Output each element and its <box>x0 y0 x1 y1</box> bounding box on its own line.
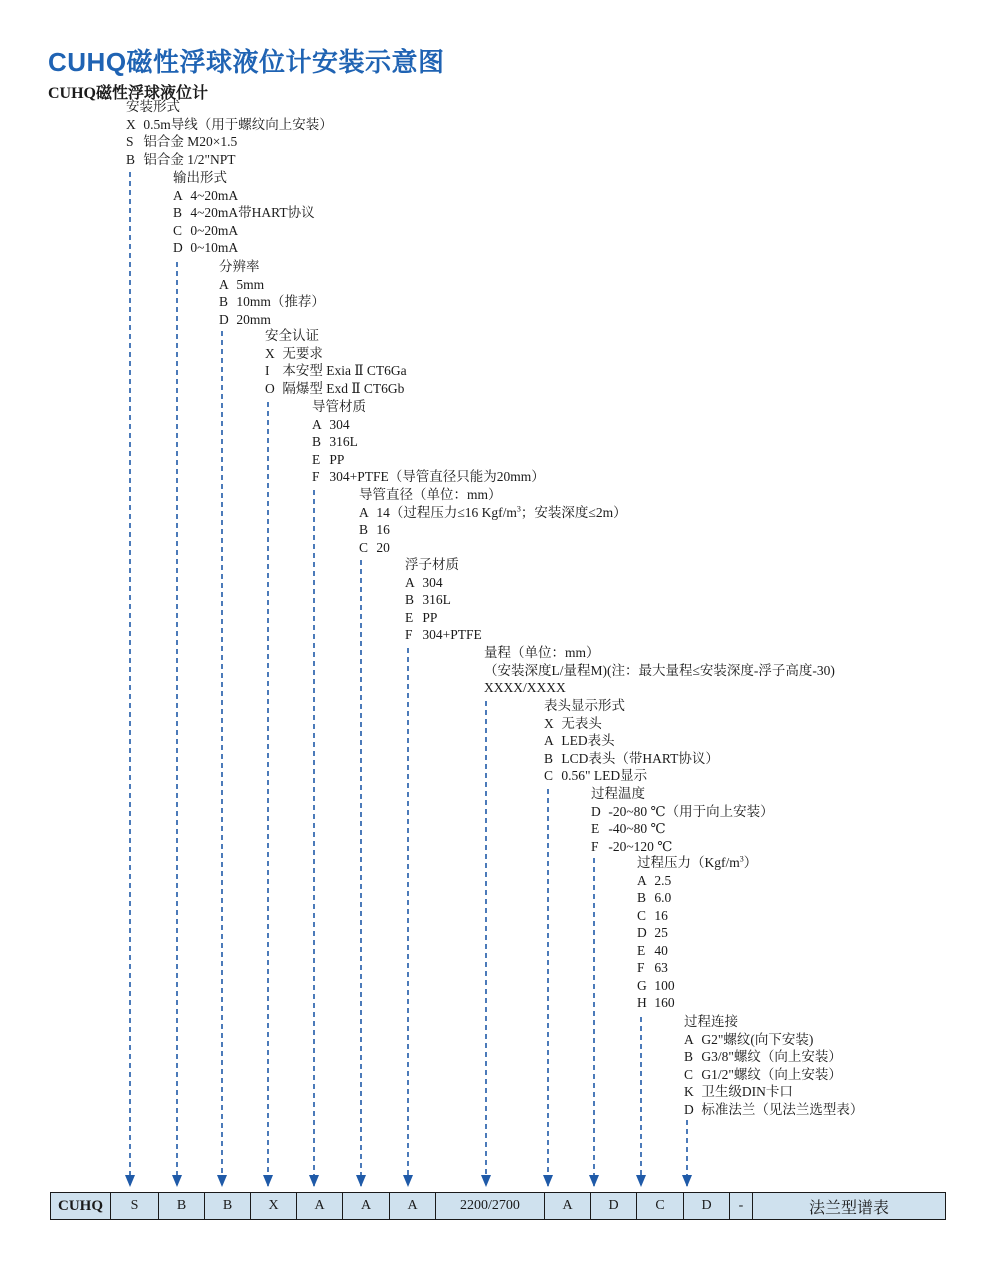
group-header: 过程连接 <box>684 1014 738 1029</box>
list-item: K 卫生级DIN卡口 <box>684 1084 793 1099</box>
list-item: A 304 <box>405 574 443 590</box>
code-cell-range: 2200/2700 <box>436 1193 545 1219</box>
code-cell-output-form: B <box>159 1193 205 1219</box>
list-item: C 0~20mA <box>173 222 239 238</box>
list-item: XXXX/XXXX <box>484 680 566 695</box>
code-cell-float-material: A <box>390 1193 436 1219</box>
list-item: A G2"螺纹(向下安装) <box>684 1031 814 1047</box>
list-item: B 6.0 <box>637 890 672 905</box>
code-cell-tube-diameter: A <box>343 1193 390 1219</box>
code-cell-process-pressure: C <box>637 1193 684 1219</box>
list-item: B 铝合金 1/2"NPT <box>126 151 236 167</box>
list-item: C 16 <box>637 907 668 923</box>
list-item: D 20mm <box>219 311 271 327</box>
list-item: G 100 <box>637 977 675 993</box>
list-item: （安装深度L/量程M)(注：最大量程≤安装深度-浮子高度-30) <box>484 662 835 678</box>
list-item: B 16 <box>359 522 390 537</box>
list-item: C 0.56" LED显示 <box>544 768 648 783</box>
list-item: C G1/2"螺纹（向上安装） <box>684 1066 842 1082</box>
group-header: 输出形式 <box>173 170 227 185</box>
group-header: 安全认证 <box>265 328 319 343</box>
list-item: D 0~10mA <box>173 240 239 255</box>
group-header: 表头显示形式 <box>544 698 625 713</box>
list-item: B G3/8"螺纹（向上安装） <box>684 1049 842 1064</box>
list-item: H 160 <box>637 995 675 1010</box>
code-cell-process-temperature: D <box>591 1193 637 1219</box>
list-item: I 本安型 Exia Ⅱ CT6Ga <box>265 363 407 378</box>
list-item: D 标准法兰（见法兰选型表） <box>684 1101 864 1117</box>
code-cell-separator: - <box>730 1193 753 1219</box>
list-item: E 40 <box>637 942 668 958</box>
list-item: A 14（过程压力≤16 Kgf/$m^3$；安装深度≤2m） <box>359 504 627 520</box>
group-header: 导管直径（单位：mm） <box>359 487 502 502</box>
model-code-bar <box>50 1192 946 1220</box>
list-item: E PP <box>312 451 345 467</box>
list-item: A 2.5 <box>637 872 672 888</box>
list-item: X 无表头 <box>544 715 602 731</box>
list-item: F -20~120 ℃ <box>591 838 673 854</box>
list-item: A 304 <box>312 416 350 432</box>
list-item: A 5mm <box>219 276 265 292</box>
list-item: D 25 <box>637 925 668 940</box>
list-item: X 0.5m导线（用于螺纹向上安装） <box>126 116 333 132</box>
code-cell-resolution: B <box>205 1193 251 1219</box>
code-cell-display-form: A <box>545 1193 591 1219</box>
list-item: D -20~80 ℃（用于向上安装） <box>591 803 774 819</box>
group-header: 安装形式 <box>126 99 180 114</box>
page-title: CUHQ磁性浮球液位计安装示意图 <box>48 47 445 77</box>
list-item: S 铝合金 M20×1.5 <box>126 134 238 149</box>
list-item: E -40~80 ℃ <box>591 821 666 836</box>
list-item: C 20 <box>359 539 390 555</box>
list-item: X 无要求 <box>265 345 323 361</box>
code-cell-tube-material: A <box>297 1193 343 1219</box>
code-cell-model: CUHQ <box>51 1193 111 1219</box>
list-item: F 63 <box>637 960 668 975</box>
list-item: B 316L <box>312 434 358 449</box>
list-item: A 4~20mA <box>173 187 239 203</box>
code-cell-install-form: S <box>111 1193 159 1219</box>
group-header: 导管材质 <box>312 399 366 414</box>
list-item: O 隔爆型 Exd Ⅱ CT6Gb <box>265 380 405 396</box>
list-item: F 304+PTFE（导管直径只能为20mm） <box>312 469 545 484</box>
list-item: A LED表头 <box>544 733 615 748</box>
list-item: E PP <box>405 609 438 625</box>
list-item: B 316L <box>405 592 451 607</box>
code-cell-safety-cert: X <box>251 1193 297 1219</box>
code-cell-flange-spec: 法兰型谱表 <box>808 1199 889 1217</box>
code-cell-process-connection: D <box>684 1193 730 1219</box>
list-item: F 304+PTFE <box>405 627 482 642</box>
list-item: B 10mm（推荐） <box>219 294 325 309</box>
list-item: B 4~20mA带HART协议 <box>173 205 315 220</box>
group-header: 过程温度 <box>591 786 645 801</box>
group-header: 分辨率 <box>219 259 260 274</box>
group-header: 量程（单位：mm） <box>484 645 600 660</box>
group-header: 过程压力$(Kgf/m^3)$ <box>637 854 758 870</box>
product-model-label: CUHQ磁性浮球液位计 <box>48 85 209 102</box>
list-item: B LCD表头（带HART协议） <box>544 750 719 766</box>
group-header: 浮子材质 <box>405 557 459 572</box>
